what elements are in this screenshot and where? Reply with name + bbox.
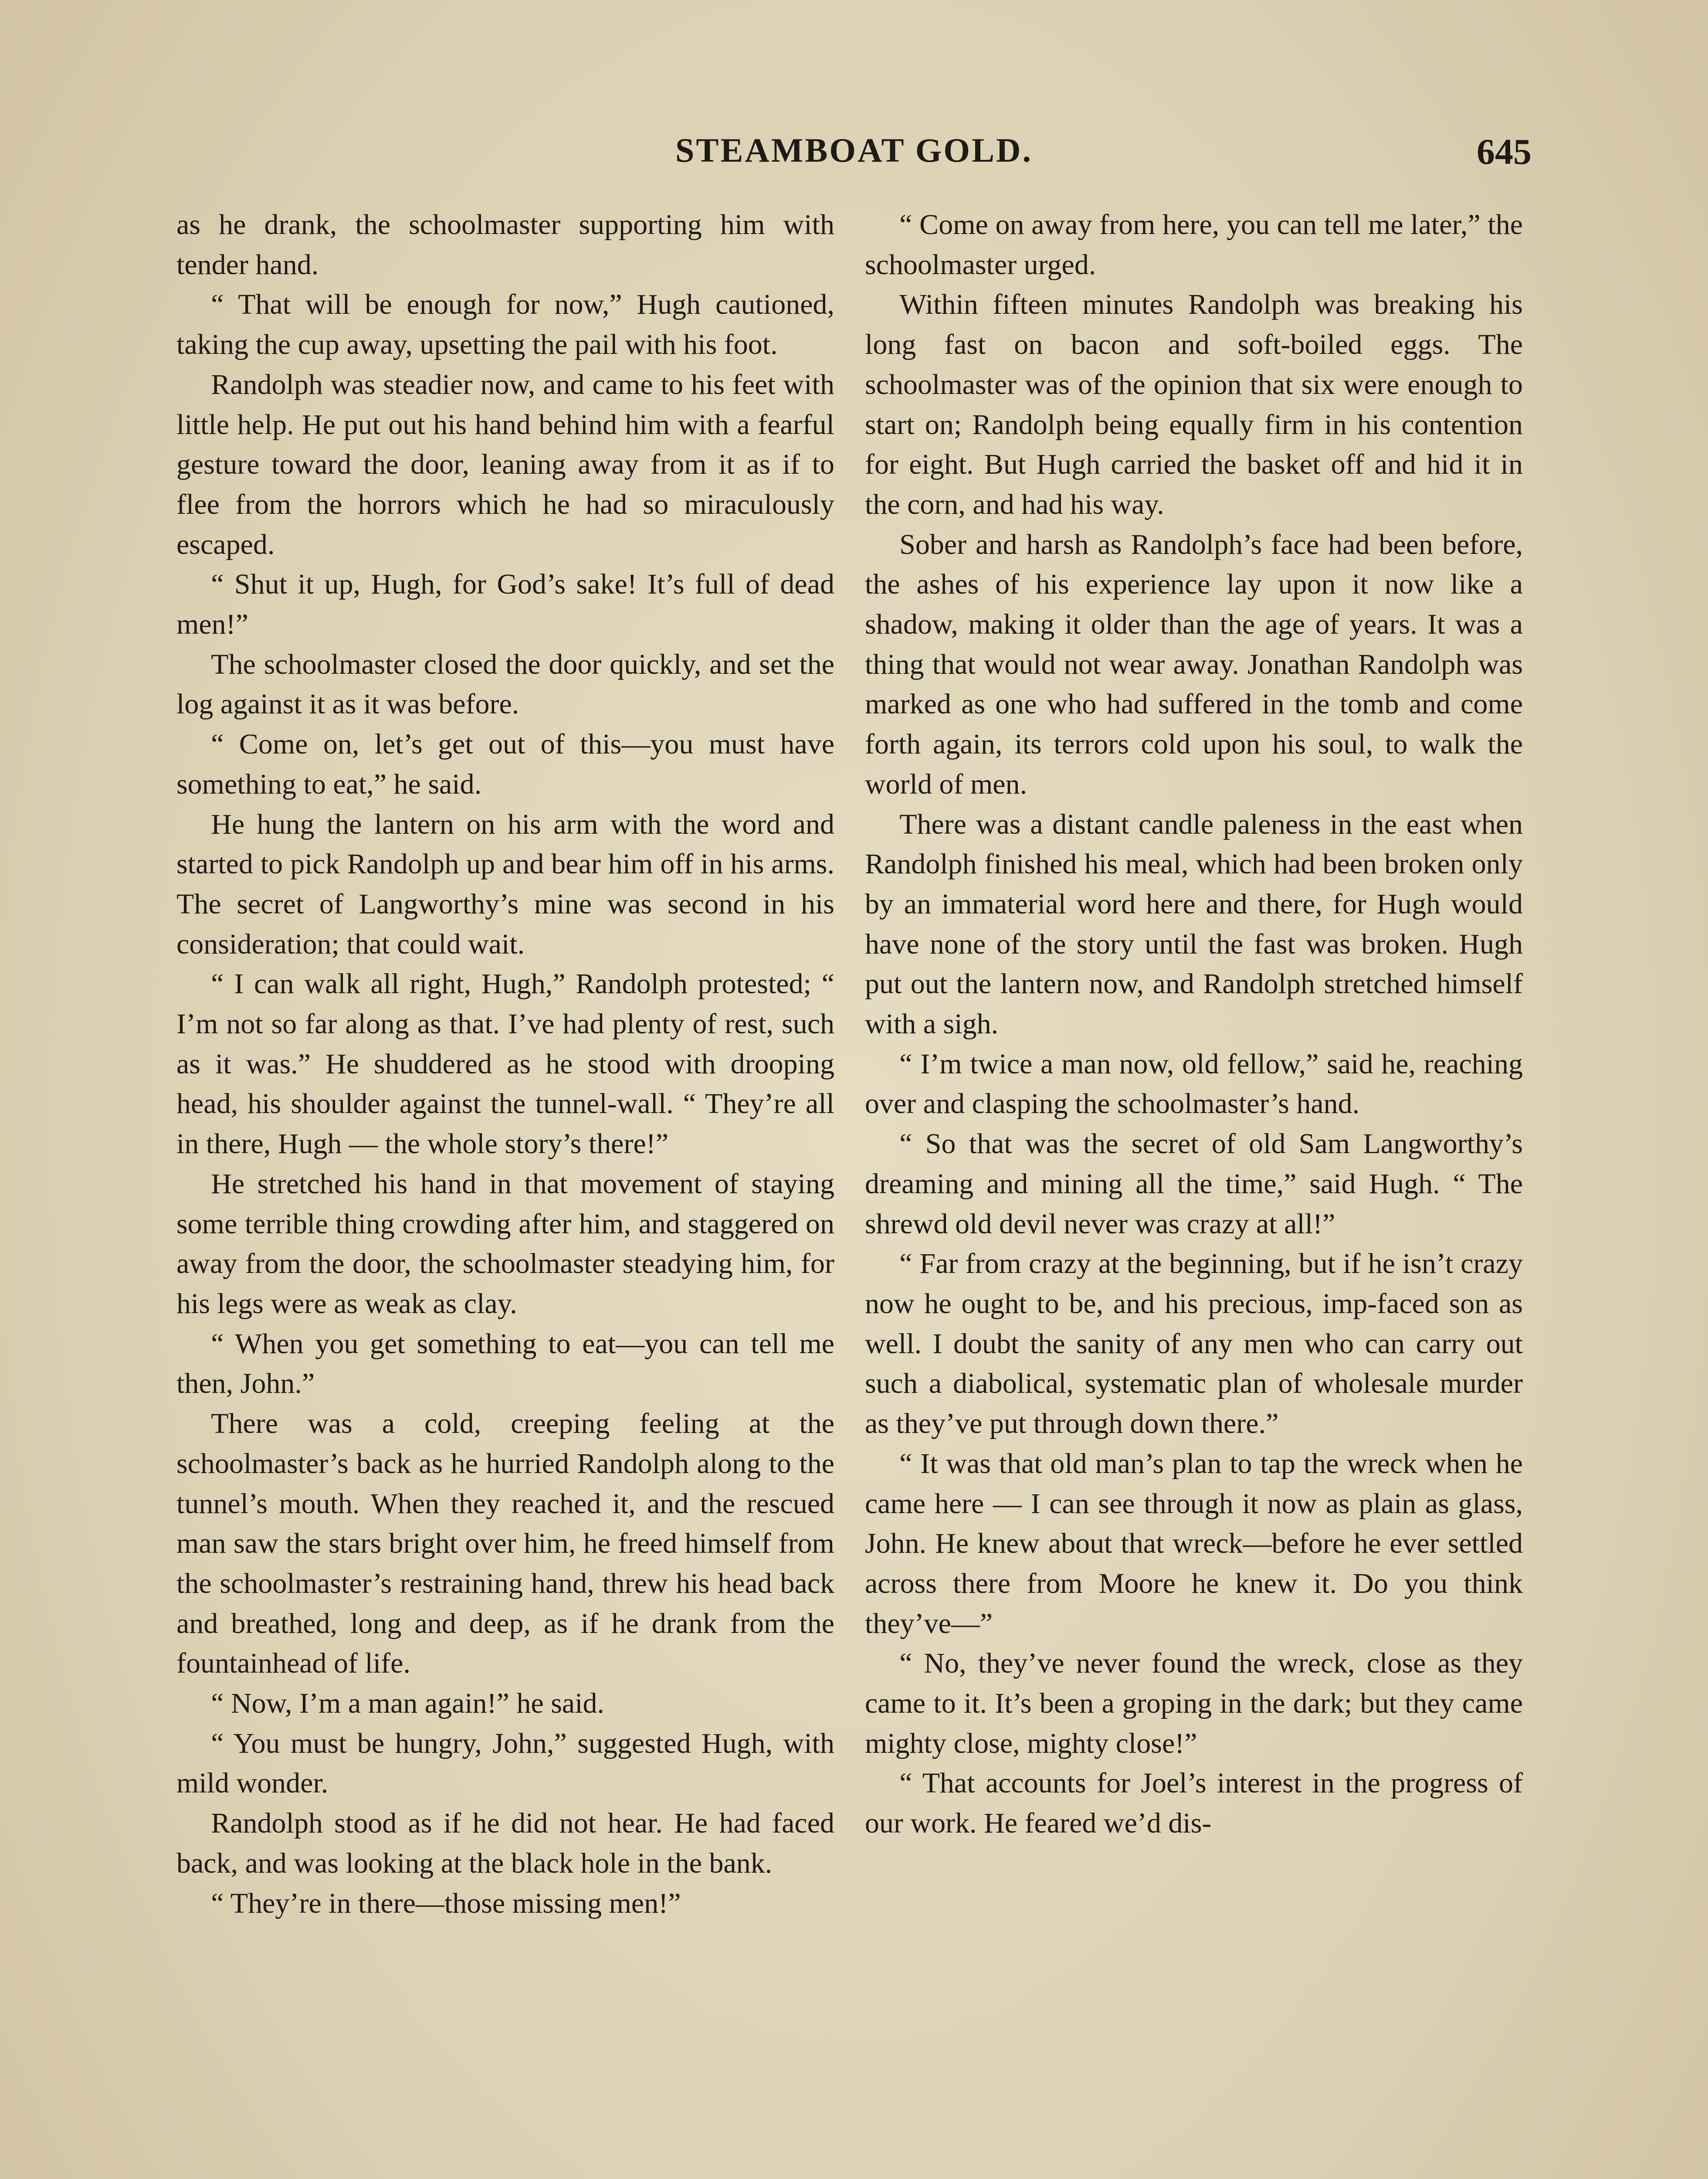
paragraph: “ When you get something to eat—you can tell me then, John.” [176,1327,834,1400]
paragraph: Within fifteen minutes Randolph was breaking his long fast on bacon and soft-boiled eggs. The schoolmaster was of the opinion that six were enough to start on; Randolph being equally firm in his contention for eight. But Hugh carried the basket off and hid it in the corn, and had his way. [865,288,1523,520]
paragraph: Randolph stood as if he did not hear. He had faced back, and was looking at the black hole in the bank. [176,1807,834,1879]
left-column [176,205,834,2179]
page-header [176,131,1532,179]
paragraph: He hung the lantern on his arm with the word and started to pick Randolph up and bear him off in his arms. The secret of Langworthy’s mine was second in his consideration; that could wait. [176,808,834,960]
running-title: STEAMBOAT GOLD. [675,131,1033,169]
paragraph: “ So that was the secret of old Sam Langworthy’s dreaming and mining all the time,” said Hugh. “ The shrewd old devil never was crazy at all!” [865,1128,1523,1240]
paragraph: “ That will be enough for now,” Hugh cautioned, taking the cup away, upsetting the pail with his foot. [176,288,834,361]
paragraph: “ Shut it up, Hugh, for God’s sake! It’s full of dead men!” [176,568,834,641]
paragraph: “ Far from crazy at the beginning, but if he isn’t crazy now he ought to be, and his precious, imp-faced son as well. I doubt the sanity of any men who can carry out such a diabolical, systematic plan of wholesale murder as they’ve put through down there.” [865,1248,1523,1440]
paragraph: “ They’re in there—those missing men!” [211,1887,681,1919]
paragraph: “ I can walk all right, Hugh,” Randolph protested; “ I’m not so far along as that. I’ve had plenty of rest, such as it was.” He shuddered as he stood with drooping head, his shoulder against the tunnel-wall. “ They’re all in there, Hugh — the whole story’s there!” [176,968,834,1160]
right-column [865,205,1523,2179]
paragraph: He stretched his hand in that movement of staying some terrible thing crowding after him, and staggered on away from the door, the schoolmaster steadying him, for his legs were as weak as clay. [176,1168,834,1320]
paragraph: “ It was that old man’s plan to tap the wreck when he came here — I can see through it now as plain as glass, John. He knew about that wreck—before he ever settled across there from Moore he knew it. Do you think they’ve—” [865,1447,1523,1639]
paragraph: There was a distant candle paleness in the east when Randolph finished his meal, which had been broken only by an immaterial word here and there, for Hugh would have none of the story until the fast was broken. Hugh put out the lantern now, and Randolph stretched himself with a sigh. [865,808,1523,1040]
paragraph: as he drank, the schoolmaster supporting him with tender hand. [176,209,834,281]
paragraph: “ You must be hungry, John,” suggested Hugh, with mild wonder. [176,1727,834,1799]
paragraph: “ Come on, let’s get out of this—you must have something to eat,” he said. [176,728,834,800]
paragraph: “ That accounts for Joel’s interest in the progress of our work. He feared we’d dis- [865,1767,1523,1840]
paragraph: There was a cold, creeping feeling at the schoolmaster’s back as he hurried Randolph along to the tunnel’s mouth. When they reached it, and the rescued man saw the stars bright over him, he freed himself from the schoolmaster’s restraining hand, threw his head back and breathed, long and deep, as if he drank from the fountainhead of life. [176,1408,834,1680]
page-number: 645 [1477,132,1532,172]
paragraph: Randolph was steadier now, and came to his feet with little help. He put out his hand behind him with a fearful gesture toward the door, leaning away from it as if to flee from the horrors which he had so miraculously escaped. [176,368,834,560]
paragraph: “ I’m twice a man now, old fellow,” said he, reaching over and clasping the schoolmaster’s hand. [865,1048,1523,1120]
paragraph: Sober and harsh as Randolph’s face had been before, the ashes of his experience lay upon it now like a shadow, making it older than the age of years. It was a thing that would not wear away. Jonathan Randolph was marked as one who had suffered in the tomb and come forth again, its terrors cold upon his soul, to walk the world of men. [865,528,1523,800]
paragraph: “ Come on away from here, you can tell me later,” the schoolmaster urged. [865,209,1523,281]
paragraph: The schoolmaster closed the door quickly, and set the log against it as it was before. [176,648,834,720]
paragraph: “ No, they’ve never found the wreck, close as they came to it. It’s been a groping in the dark; but they came mighty close, mighty close!” [865,1647,1523,1759]
paragraph: “ Now, I’m a man again!” he said. [211,1687,605,1720]
